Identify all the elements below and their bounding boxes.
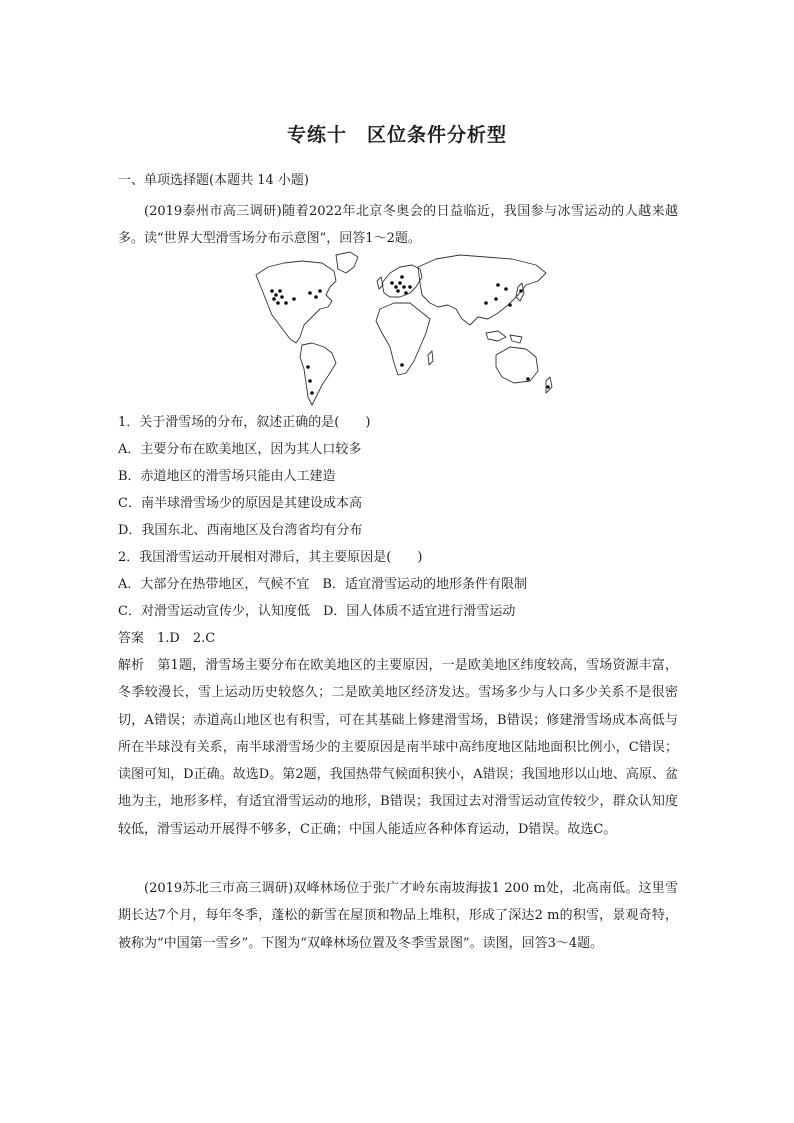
analysis-paragraph: 解析 第1题，滑雪场主要分布在欧美地区的主要原因，一是欧美地区纬度较高，雪场资源丰富，冬季较漫长，雪上运动历史较悠久；二是欧美地区经济发达。雪场多少与人口多少关系不是很密切，A错误；赤道高山地区也有积雪，可在其基础上修建滑雪场，B错误；修建滑雪场成本高低与所在半球没有关系，南半球滑雪场少的主要原因是南半球中高纬度地区陆地面积比例小，C错误；读图可知，D正确。故选D。第2题，我国热带气候面积狭小，A错误；我国地形以山地、高原、盆地为主，地形多样，有适宜滑雪运动的地形，B错误；我国过去对滑雪运动宣传较少，群众认知度较低，滑雪运动开展得不够多，C正确；中国人能适应各种体育运动，D错误。故选C。 (118, 658, 678, 837)
map-australia (496, 347, 538, 383)
map-europe (382, 265, 422, 297)
map-greenland (336, 252, 358, 273)
map-south-america (300, 343, 336, 405)
question-1-option-b: B．赤道地区的滑雪场只能由人工建造 (118, 469, 336, 484)
map-north-america (256, 261, 336, 343)
question-1-stem: 1．关于滑雪场的分布，叙述正确的是( ) (118, 415, 371, 430)
answer-line: 答案 1.D 2.C (118, 631, 216, 646)
question-1-option-d: D．我国东北、西南地区及台湾省均有分布 (118, 523, 363, 538)
map-britain (377, 277, 383, 289)
question-1-option-a: A．主要分布在欧美地区，因为其人口较多 (118, 442, 362, 457)
map-asia (418, 255, 546, 325)
question-2-options-ab: A．大部分在热带地区，气候不宜 B．适宜滑雪运动的地形条件有限制 (118, 577, 527, 592)
page-title: 专练十 区位条件分析型 (286, 124, 507, 146)
question-1-option-c: C．南半球滑雪场少的原因是其建设成本高 (118, 496, 362, 511)
world-ski-resort-map (250, 247, 555, 407)
section-heading: 一、单项选择题(本题共 14 小题) (118, 173, 309, 188)
question-2-stem: 2．我国滑雪运动开展相对滞后，其主要原因是( ) (118, 550, 423, 565)
question-2-options-cd: C．对滑雪运动宣传少，认知度低 D．国人体质不适宜进行滑雪运动 (118, 604, 516, 619)
map-se-asia-islands (486, 331, 506, 341)
map-madagascar (428, 351, 433, 365)
intro-paragraph-1: (2019泰州市高三调研)随着2022年北京冬奥会的日益临近，我国参与冰雪运动的人越来越多。读“世界大型滑雪场分布示意图”，回答1～2题。 (118, 204, 678, 247)
intro-paragraph-2: (2019苏北三市高三调研)双峰林场位于张广才岭东南坡海拔1 200 m处，北高南低。这里雪期长达7个月，每年冬季，蓬松的新雪在屋顶和物品上堆积，形成了深达2 m的积雪，景观奇特，被称为“中国第一雪乡”。下图为“双峰林场位置及冬季雪景图”。读图，回答3～4题。 (118, 881, 678, 951)
map-new-zealand (546, 377, 552, 393)
